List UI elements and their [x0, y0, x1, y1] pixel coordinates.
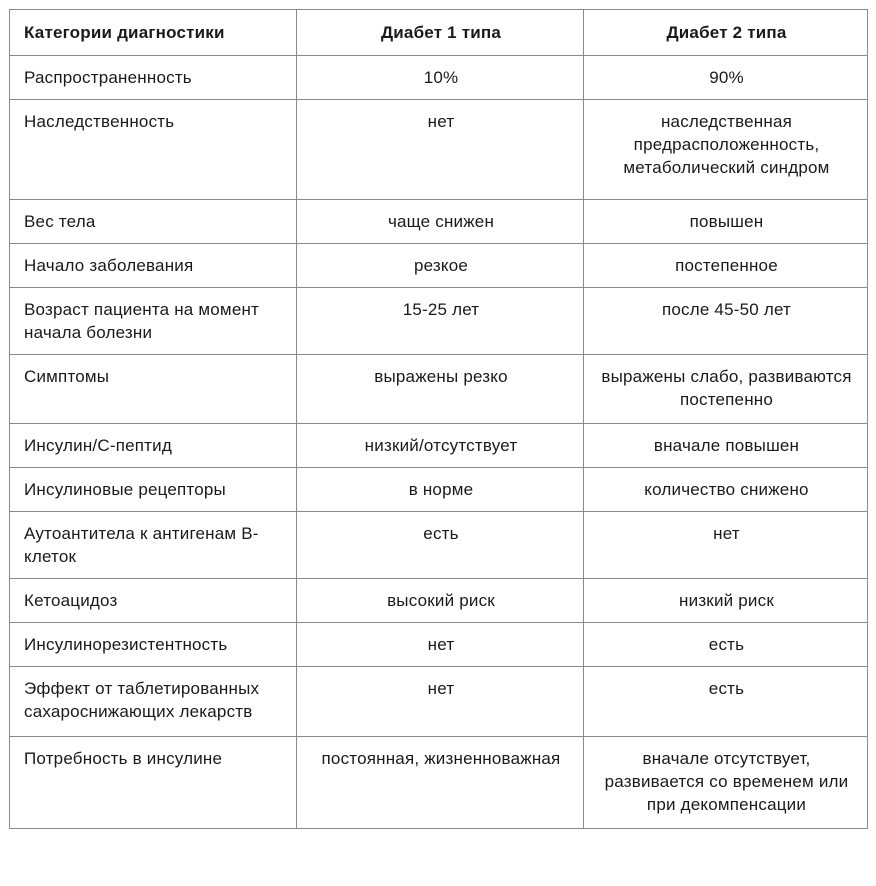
table-row: [10, 667, 868, 737]
diabetes-comparison-table-container: [9, 9, 867, 829]
type1-value: постоянная, жизненноважная: [297, 737, 584, 829]
type1-value: 10%: [297, 56, 584, 100]
header-diabetes-type-2: Диабет 2 типа: [584, 10, 868, 56]
type1-value: резкое: [297, 244, 584, 288]
type1-value: высокий риск: [297, 579, 584, 623]
type1-value: чаще снижен: [297, 200, 584, 244]
table-row: [10, 56, 868, 100]
type1-value: 15-25 лет: [297, 288, 584, 355]
row-label: Возраст пациента на момент начала болезни: [10, 288, 297, 355]
type1-value: выражены резко: [297, 355, 584, 424]
type2-value: есть: [584, 667, 868, 737]
type2-value: 90%: [584, 56, 868, 100]
row-label: Распространенность: [10, 56, 297, 100]
row-label: Аутоантитела к антигенам В-клеток: [10, 512, 297, 579]
type2-value: после 45-50 лет: [584, 288, 868, 355]
table-row: [10, 244, 868, 288]
row-label: Симптомы: [10, 355, 297, 424]
row-label: Инсулиновые рецепторы: [10, 468, 297, 512]
header-diabetes-type-1: Диабет 1 типа: [297, 10, 584, 56]
table-row: [10, 288, 868, 355]
type2-value: наследственная предрасположенность, метаболический синдром: [584, 100, 868, 200]
type2-value: вначале повышен: [584, 424, 868, 468]
diabetes-comparison-table: [9, 9, 868, 829]
type2-value: низкий риск: [584, 579, 868, 623]
table-row: [10, 737, 868, 829]
table-row: [10, 424, 868, 468]
table-row: [10, 100, 868, 200]
type2-value: количество снижено: [584, 468, 868, 512]
type1-value: нет: [297, 100, 584, 200]
row-label: Эффект от таблетированных сахароснижающих лекарств: [10, 667, 297, 737]
table-row: [10, 355, 868, 424]
table-row: [10, 200, 868, 244]
type2-value: есть: [584, 623, 868, 667]
type2-value: постепенное: [584, 244, 868, 288]
row-label: Наследственность: [10, 100, 297, 200]
type2-value: выражены слабо, развиваются постепенно: [584, 355, 868, 424]
table-row: [10, 512, 868, 579]
row-label: Кетоацидоз: [10, 579, 297, 623]
row-label: Потребность в инсулине: [10, 737, 297, 829]
table-row: [10, 468, 868, 512]
row-label: Начало заболевания: [10, 244, 297, 288]
header-diagnostic-category: Категории диагностики: [10, 10, 297, 56]
type1-value: в норме: [297, 468, 584, 512]
type1-value: нет: [297, 623, 584, 667]
table-header-row: [10, 10, 868, 56]
type1-value: низкий/отсутствует: [297, 424, 584, 468]
row-label: Вес тела: [10, 200, 297, 244]
type2-value: повышен: [584, 200, 868, 244]
table-row: [10, 579, 868, 623]
type1-value: есть: [297, 512, 584, 579]
row-label: Инсулинорезистентность: [10, 623, 297, 667]
type2-value: нет: [584, 512, 868, 579]
row-label: Инсулин/С-пептид: [10, 424, 297, 468]
table-row: [10, 623, 868, 667]
type1-value: нет: [297, 667, 584, 737]
type2-value: вначале отсутствует, развивается со временем или при декомпенсации: [584, 737, 868, 829]
